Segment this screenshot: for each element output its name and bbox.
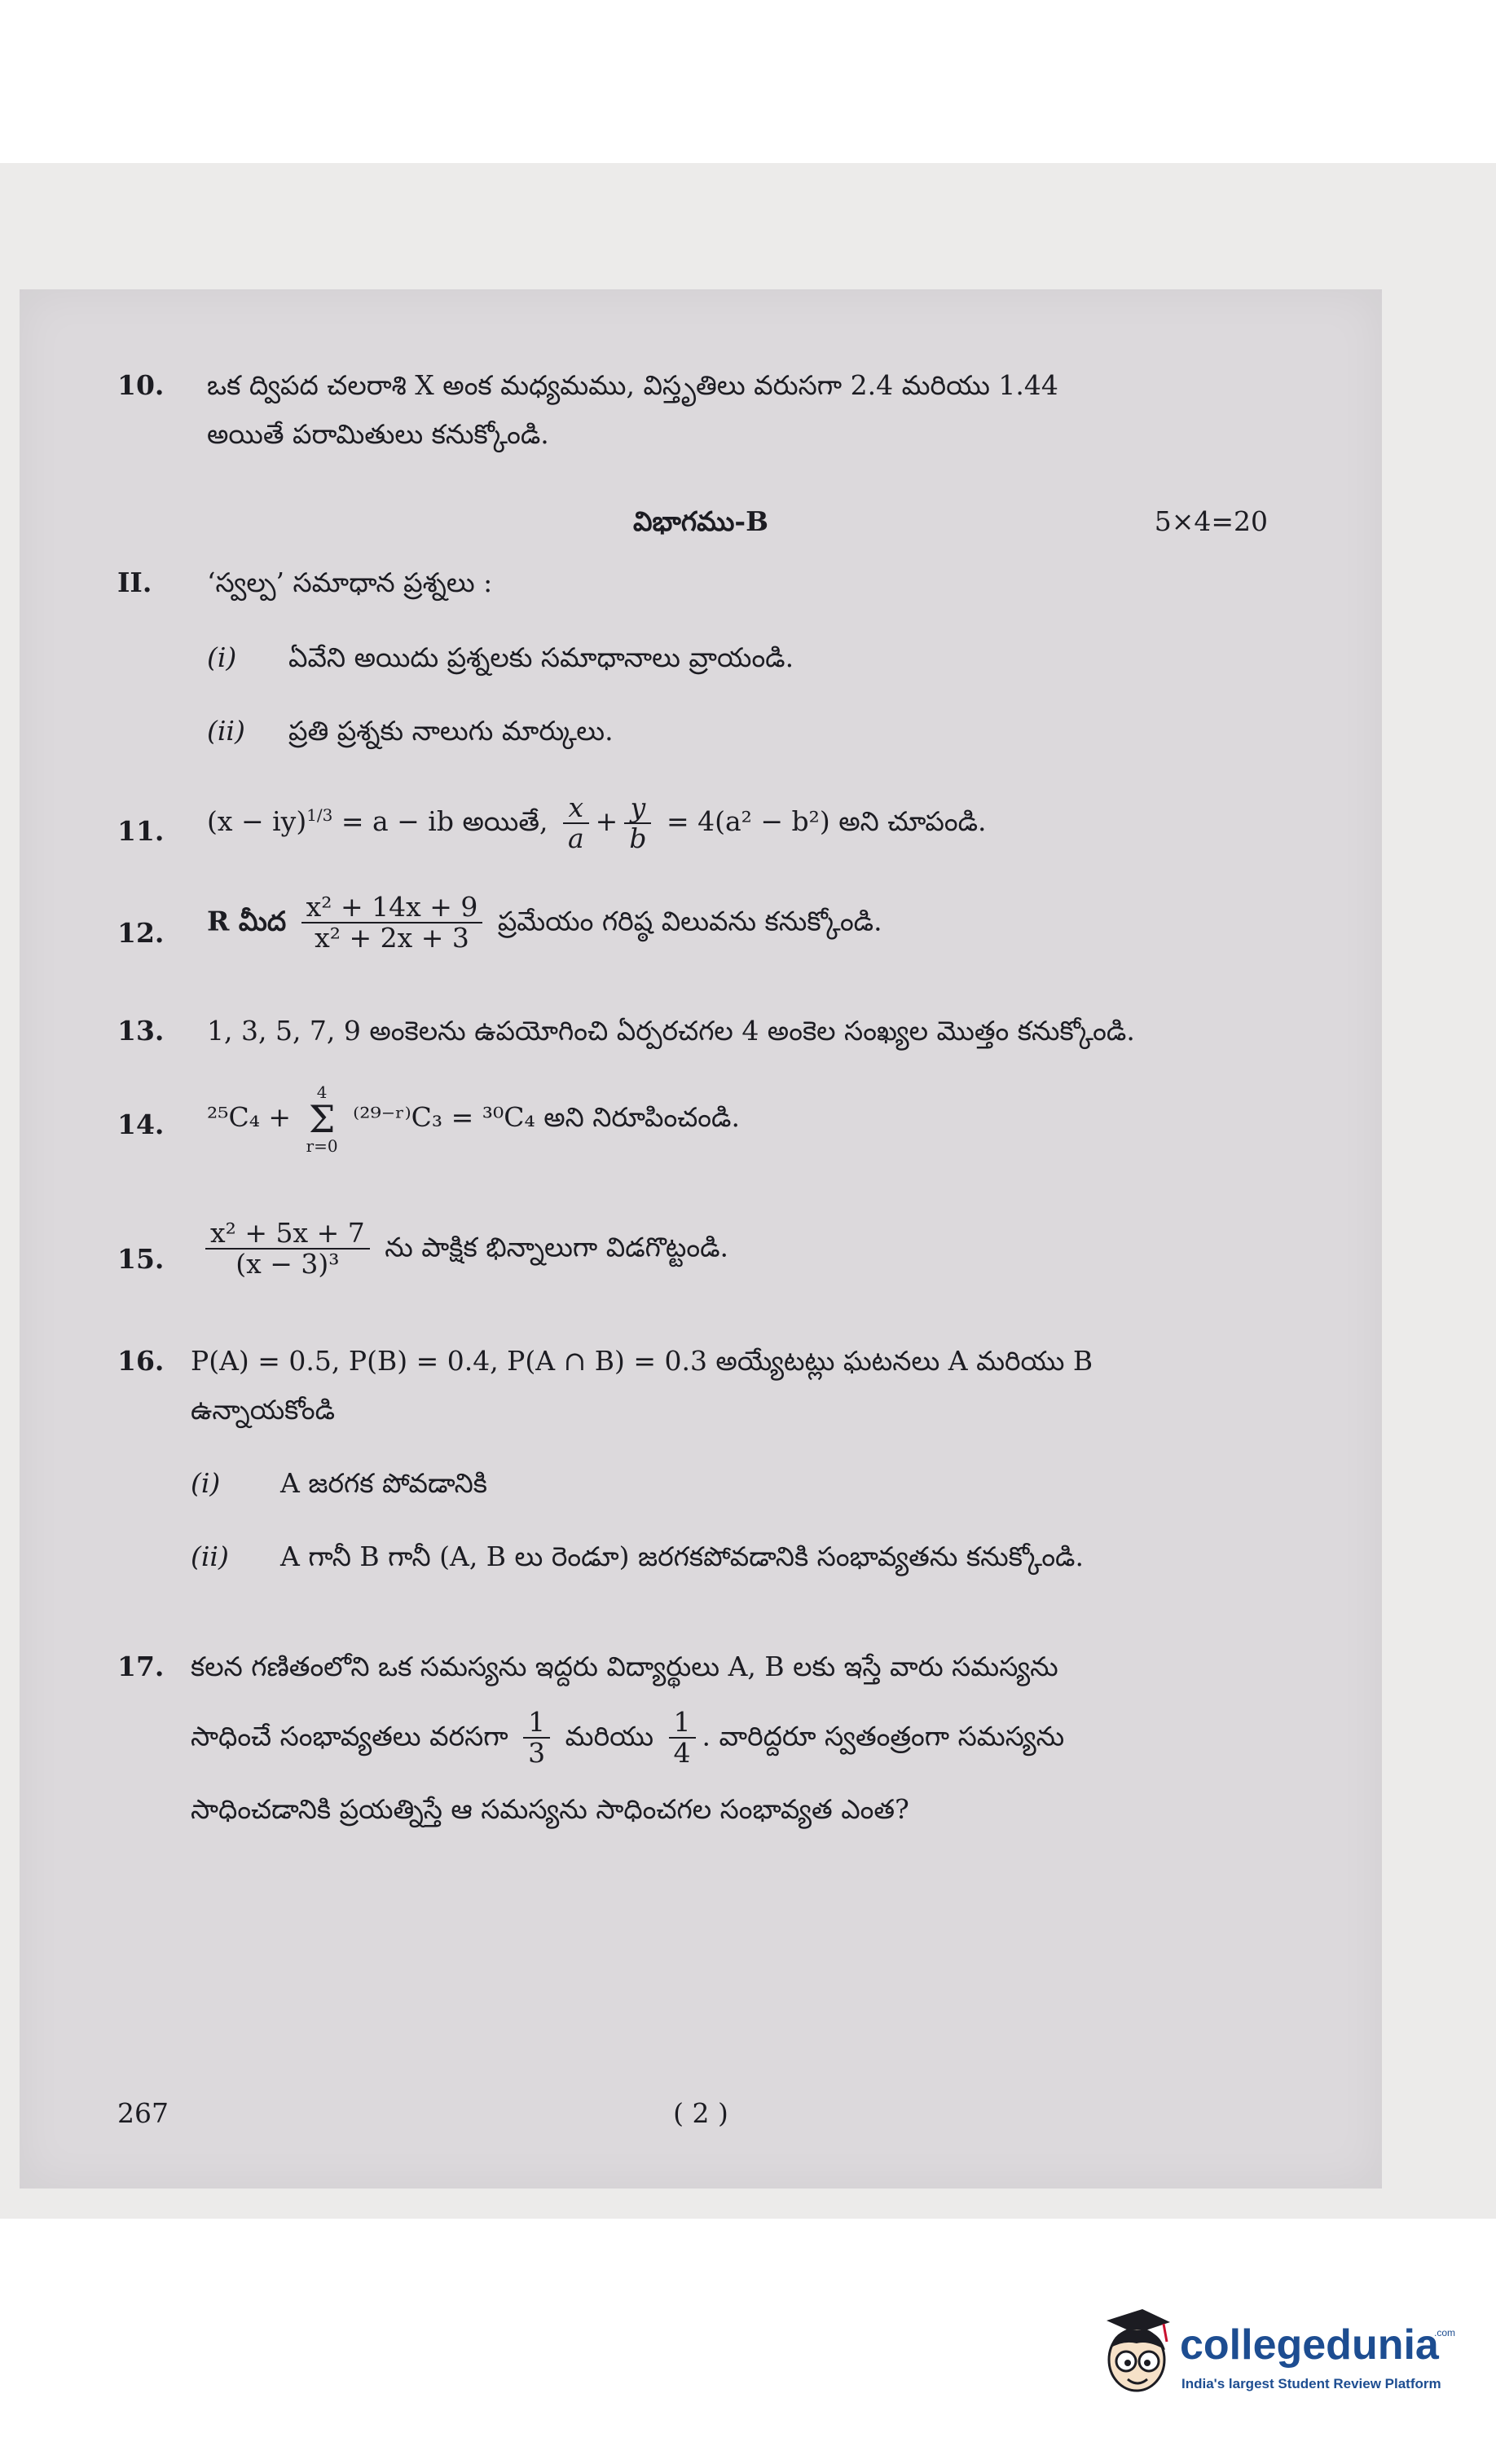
numerator: 1 [523,1708,550,1739]
question-text-line: ఉన్నాయకోండి [191,1394,336,1426]
fraction-one-third [523,1708,550,1769]
instruction-ii [207,707,1268,756]
collegedunia-logo [1092,2303,1467,2425]
summation [306,1084,338,1154]
question-text-line: సాధించడానికి ప్రయత్నిస్తే ఆ సమస్యను సాధించగల సంభావ్యత ఎంత? [191,1792,909,1825]
exponent: 1/3 [306,805,333,825]
text-segment: సాధించే సంభావ్యతలు వరసగా [191,1720,508,1752]
question-number: 14. [117,1109,165,1140]
question-text-line: కలన గణితంలోని ఒక సమస్యను ఇద్దరు విద్యార్థులు A, B లకు ఇస్తే వారు సమస్యను [191,1651,1058,1682]
instruction-label: (ii) [207,715,245,747]
numerator: x² + 14x + 9 [301,893,483,923]
brand-tagline: India's largest Student Review Platform [1181,2376,1441,2391]
fraction-y-over-b [624,793,651,854]
denominator: b [629,822,647,854]
question-number: 11. [117,815,165,847]
instruction-label: (i) [207,641,237,673]
plus-sign: + [595,805,618,837]
numerator: y [624,793,651,824]
brand-domain: .com [1434,2327,1456,2338]
sub-question-ii [191,1532,1268,1581]
question-text-line: P(A) = 0.5, P(B) = 0.4, P(A ∩ B) = 0.3 అయ్యేటట్లు ఘటనలు A మరియు B [191,1345,1093,1377]
numerator: x [563,793,589,824]
lower-limit: r=0 [306,1136,338,1156]
question-number: 15. [117,1243,165,1275]
sub-question-label: (i) [191,1467,221,1499]
question-text-line: అయితే పరామితులు కనుక్కోండి. [207,418,549,450]
expression: ను పాక్షిక భిన్నాలుగా విడగొట్టండి. [385,1231,728,1263]
numerator: 1 [669,1708,696,1739]
expression: R మీద [207,905,287,937]
expression: = 4(a² − b²) అని చూపండి. [666,805,987,837]
question-text-line [191,1708,1268,1769]
section-title: ‘స్వల్ప’ సమాధాన ప్రశ్నలు : [207,566,493,598]
fraction-x-over-a [563,793,589,854]
denominator: a [567,822,584,854]
scanned-sheet [0,163,1496,2219]
page-number: ( 2 ) [673,2097,728,2129]
sub-question-label: (ii) [191,1541,229,1572]
question-text-line: 1, 3, 5, 7, 9 అంకెలను ఉపయోగించి ఏర్పరచగల 4 అంకెల సంఖ్యల మొత్తం కనుక్కోండి. [207,1015,1135,1047]
instruction-i [207,633,1268,682]
sub-question-text: A జరగక పోవడానికి [280,1467,488,1499]
question-number: 13. [117,1015,165,1047]
text-segment: మరియు [565,1720,653,1752]
section-heading: విభాగము-B [633,505,768,537]
question-text-line: ఒక ద్విపద చలరాశి X అంక మధ్యమము, విస్తృతిలు వరుసగా 2.4 మరియు 1.44 [207,369,1058,401]
expression: ⁽²⁹⁻ʳ⁾C₃ = ³⁰C₄ అని నిరూపించండి. [353,1101,740,1133]
sigma-symbol: Σ [308,1097,336,1141]
instruction-text: ఏవేని అయిదు ప్రశ్నలకు సమాధానాలు వ్రాయండి. [288,641,794,673]
fraction-one-fourth [669,1708,696,1769]
mascot-icon [1092,2303,1181,2409]
question-number: 16. [117,1345,165,1377]
sub-question-text: A గానీ B గానీ (A, B లు రెండూ) జరగకపోవడానికి సంభావ్యతను కనుక్కోండి. [280,1541,1084,1572]
denominator: 4 [673,1737,691,1770]
upper-limit: 4 [316,1082,328,1102]
expression: (x − iy) [207,805,307,837]
question-number: 12. [117,917,165,949]
expression: ²⁵C₄ + [207,1101,292,1133]
denominator: 3 [528,1737,546,1770]
denominator: (x − 3)³ [235,1248,340,1280]
question-number: 10. [117,369,165,401]
expression: ప్రమేయం గరిష్ఠ విలువను కనుక్కోండి. [497,905,882,937]
fraction [205,1219,370,1280]
section-number: II. [117,566,152,598]
sub-question-i [191,1459,1268,1508]
text-segment: . వారిద్దరూ స్వతంత్రంగా సమస్యను [702,1720,1065,1752]
instruction-text: ప్రతి ప్రశ్నకు నాలుగు మార్కులు. [288,715,614,747]
section-marks: 5×4=20 [1154,505,1268,537]
numerator: x² + 5x + 7 [205,1219,370,1250]
brand-name: collegedunia [1180,2321,1439,2369]
expression: = a − ib అయితే, [332,805,548,837]
denominator: x² + 2x + 3 [315,922,469,954]
paper-code: 267 [117,2097,169,2129]
fraction [301,893,483,954]
question-paper-page [20,289,1382,2189]
question-number: 17. [117,1651,165,1682]
